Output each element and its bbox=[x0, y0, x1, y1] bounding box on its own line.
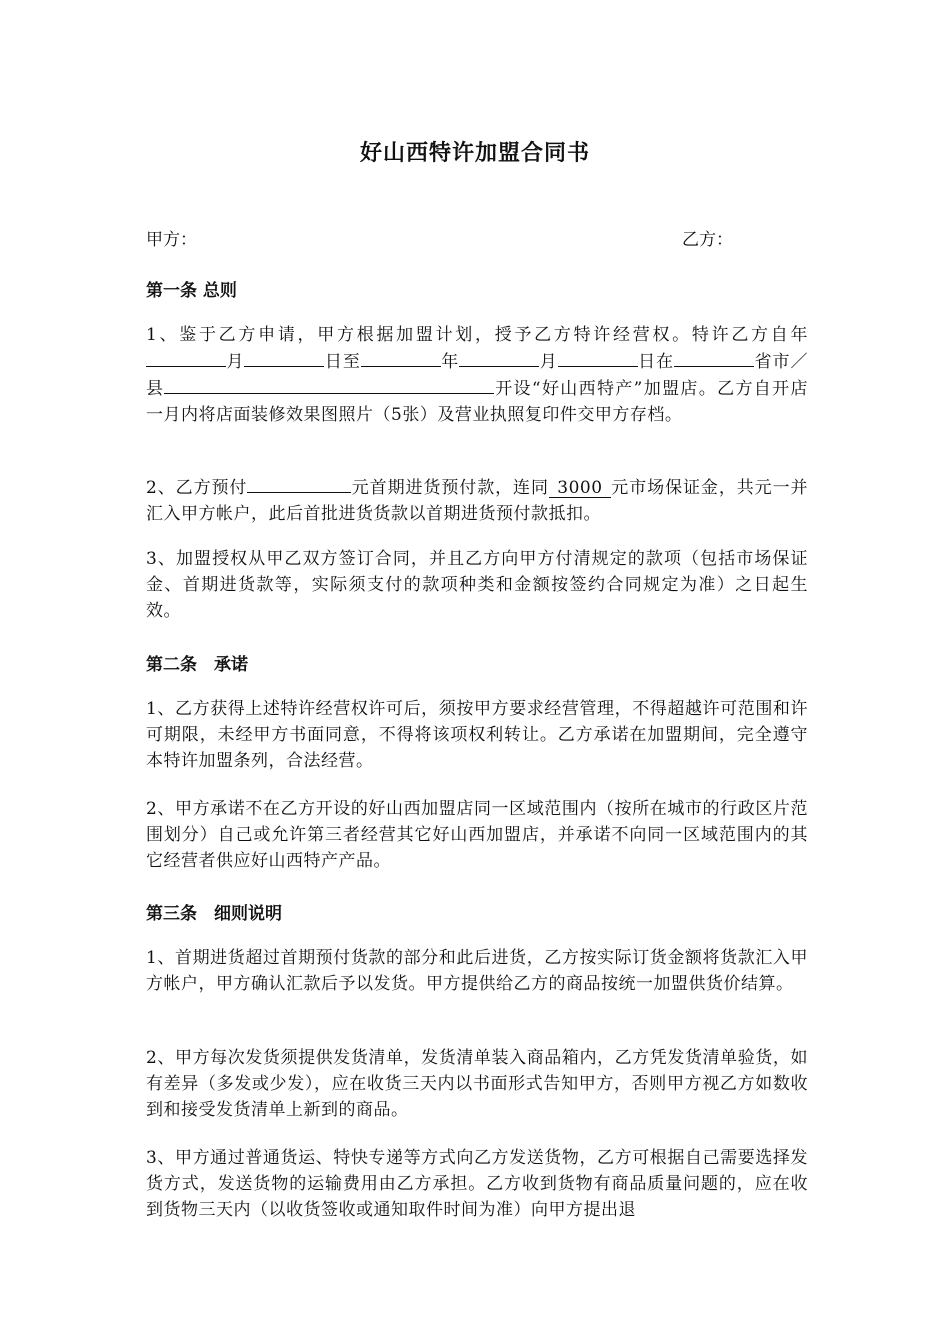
section-3-paragraph-1: 1、首期进货超过首期预付货款的部分和此后进货，乙方按实际订货金额将货款汇入甲方帐户，甲方确认汇款后予以发货。甲方提供给乙方的商品按统一加盟供货价结算。 bbox=[146, 948, 808, 994]
blank-start-year bbox=[146, 348, 226, 367]
section-1-paragraph-3: 3、加盟授权从甲乙双方签订合同，并且乙方向甲方付清规定的款项（包括市场保证金、首期进货款等，实际须支付的款项种类和金额按签约合同规定为准）之日起生效。 bbox=[146, 549, 808, 621]
section-3-paragraph-3: 3、甲方通过普通货运、特快专递等方式向乙方发送货物，乙方可根据自己需要选择发货方式，发送货物的运输费用由乙方承担。乙方收到货物有商品质量问题的，应在收到货物三天内（以收货签收或通知取件时间为准）向甲方提出退 bbox=[146, 1148, 808, 1220]
deposit-amount: 3000 bbox=[549, 479, 611, 498]
clause-text: 月 bbox=[226, 352, 245, 372]
clause-text: 年 bbox=[440, 352, 460, 372]
party-b-label: 乙方： bbox=[682, 230, 733, 250]
section-3-paragraph-2: 2、甲方每次发货须提供发货清单，发货清单装入商品箱内，乙方凭发货清单验货，如有差异（多发或少发），应在收货三天内以书面形式告知甲方，否则甲方视乙方如数收到和接受发货清单上新到的商品。 bbox=[146, 1048, 808, 1120]
blank-prepayment bbox=[247, 474, 351, 493]
party-a-label: 甲方： bbox=[146, 230, 197, 250]
blank-end-month bbox=[459, 348, 539, 367]
blank-start-month bbox=[244, 348, 324, 367]
blank-end-year bbox=[361, 348, 441, 367]
document-title: 好山西特许加盟合同书 bbox=[359, 141, 590, 166]
section-3-heading: 第三条 细则说明 bbox=[146, 904, 282, 924]
clause-text: 开设“好山西特产”加盟店。乙方自开店一月内将店面装修效果图照片（5张）及营业执照复印件交甲方存档。 bbox=[146, 379, 809, 425]
clause-text: 1、鉴于乙方申请，甲方根据加盟计划，授予乙方特许经营权。特许乙方自年 bbox=[146, 325, 808, 345]
blank-city-county bbox=[164, 375, 494, 394]
blank-end-day bbox=[558, 348, 638, 367]
section-2-paragraph-1: 1、乙方获得上述特许经营权许可后，须按甲方要求经营管理，不得超越许可范围和许可期限，未经甲方书面同意，不得将该项权利转让。乙方承诺在加盟期间，完全遵守本特许加盟条列，合法经营。 bbox=[146, 699, 808, 771]
blank-province bbox=[674, 348, 754, 367]
section-2-heading: 第二条 承诺 bbox=[146, 655, 248, 675]
clause-text: 月 bbox=[539, 352, 558, 372]
clause-text: 日在 bbox=[637, 352, 675, 372]
section-2-paragraph-2: 2、甲方承诺不在乙方开设的好山西加盟店同一区域范围内（按所在城市的行政区片范围划分）自己或允许第三者经营其它好山西加盟店，并承诺不向同一区域范围内的其它经营者供应好山西特产产品。 bbox=[146, 799, 808, 871]
clause-text: 2、乙方预付 bbox=[146, 478, 248, 498]
section-1-paragraph-2 bbox=[146, 474, 808, 527]
clause-text: 省市／县 bbox=[146, 352, 809, 399]
clause-text: 元首期进货预付款，连同 bbox=[351, 478, 549, 498]
section-1-paragraph-1 bbox=[146, 322, 808, 428]
clause-text: 元市场保证金，共元一并汇入甲方帐户，此后首批进货货款以首期进货预付款抵扣。 bbox=[146, 478, 809, 524]
section-1-heading: 第一条 总则 bbox=[146, 281, 237, 301]
clause-text: 日至 bbox=[324, 352, 361, 372]
